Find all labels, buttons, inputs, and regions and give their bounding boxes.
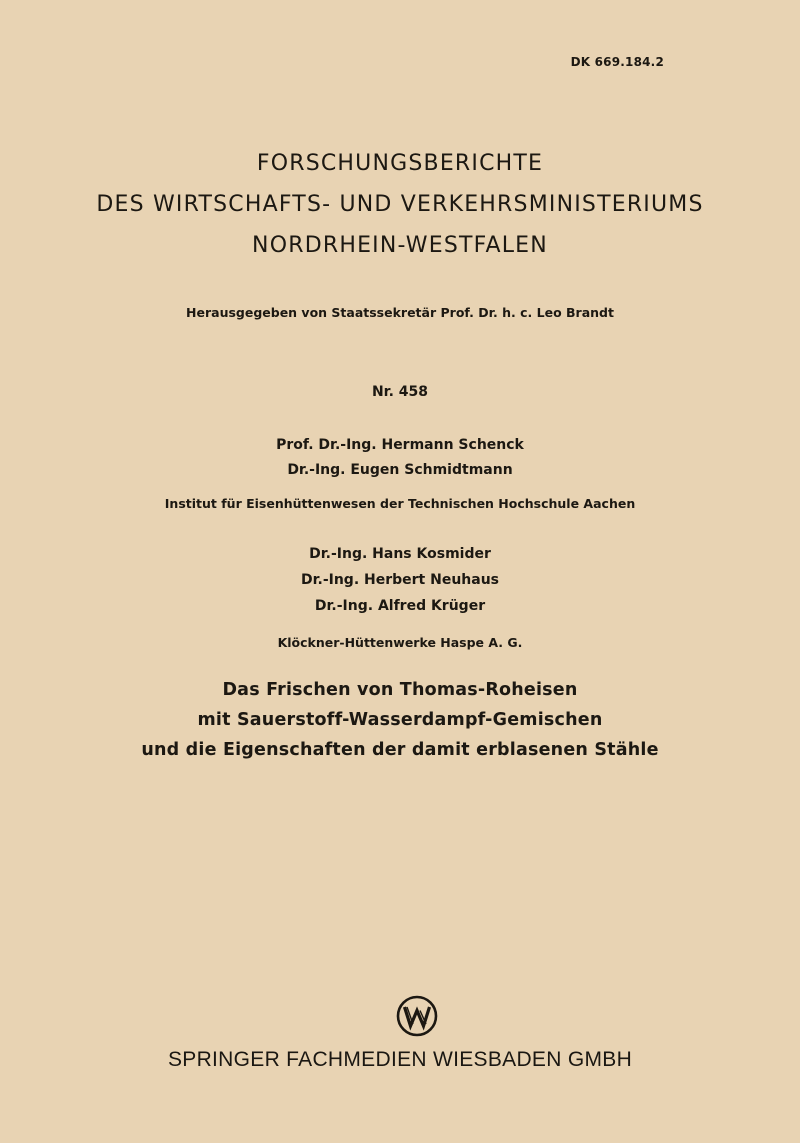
book-title-line-2: mit Sauerstoff-Wasserdampf-Gemischen: [197, 710, 603, 730]
book-title-line-3: und die Eigenschaften der damit erblasenen Stähle: [141, 740, 659, 760]
author-schmidtmann: Dr.-Ing. Eugen Schmidtmann: [287, 462, 513, 478]
series-title-line-2: DES WIRTSCHAFTS- UND VERKEHRSMINISTERIUMS: [96, 192, 704, 217]
report-number: Nr. 458: [371, 384, 429, 400]
author-neuhaus: Dr.-Ing. Herbert Neuhaus: [300, 572, 500, 588]
publisher-name: SPRINGER FACHMEDIEN WIESBADEN GMBH: [167, 1048, 633, 1071]
author-krueger: Dr.-Ing. Alfred Krüger: [314, 598, 486, 614]
institute-aachen: Institut für Eisenhüttenwesen der Technischen Hochschule Aachen: [164, 496, 636, 511]
book-title-line-1: Das Frischen von Thomas-Roheisen: [222, 680, 578, 700]
author-schenck: Prof. Dr.-Ing. Hermann Schenck: [276, 437, 524, 453]
author-kosmider: Dr.-Ing. Hans Kosmider: [309, 546, 491, 562]
series-title-line-1: FORSCHUNGSBERICHTE: [256, 151, 544, 176]
dk-classification: DK 669.184.2: [570, 55, 664, 69]
series-title-line-3: NORDRHEIN-WESTFALEN: [252, 233, 548, 258]
springer-w-logo-icon: [396, 995, 438, 1037]
editor-line: Herausgegeben von Staatssekretär Prof. Dr. h. c. Leo Brandt: [186, 305, 614, 320]
institute-haspe: Klöckner-Hüttenwerke Haspe A. G.: [277, 635, 523, 650]
